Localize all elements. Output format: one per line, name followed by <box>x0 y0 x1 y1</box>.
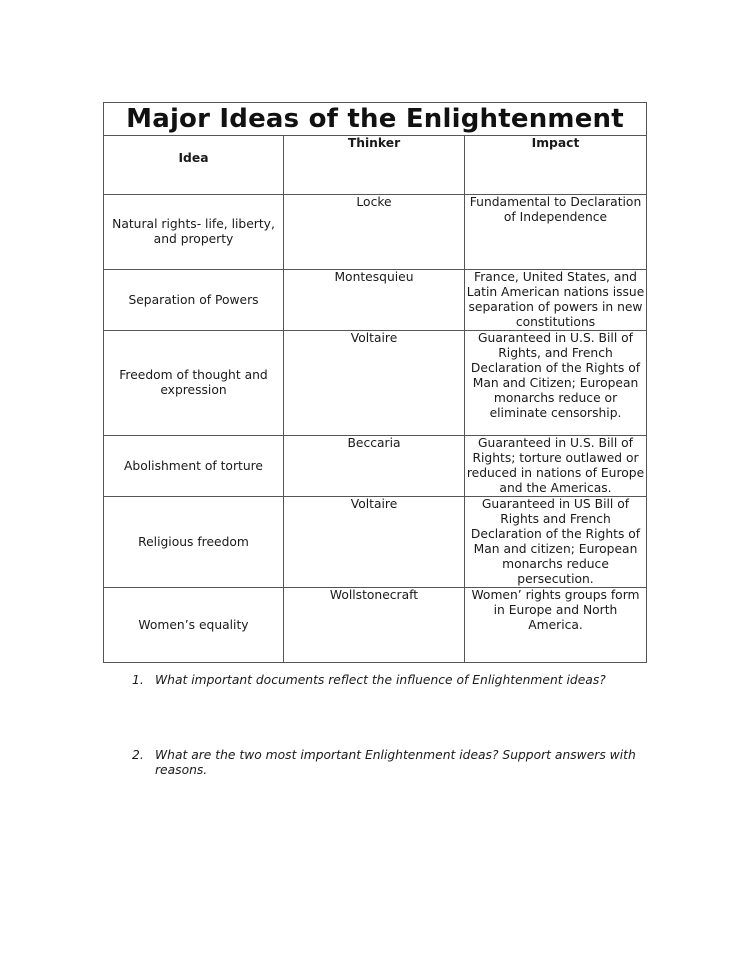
idea-cell: Religious freedom <box>104 497 284 588</box>
question-number: 2. <box>132 748 144 762</box>
thinker-cell: Wollstonecraft <box>284 588 465 663</box>
impact-cell: Guaranteed in US Bill of Rights and French Declaration of the Rights of Man and citizen; European monarchs reduce persecution. <box>465 497 647 588</box>
question-item <box>132 748 655 778</box>
table-row <box>104 588 647 663</box>
table-row <box>104 331 647 436</box>
question-number: 1. <box>132 673 144 687</box>
table-row <box>104 270 647 331</box>
thinker-cell: Montesquieu <box>284 270 465 331</box>
impact-cell: France, United States, and Latin American nations issue separation of powers in new constitutions <box>465 270 647 331</box>
idea-cell: Freedom of thought and expression <box>104 331 284 436</box>
table-row <box>104 497 647 588</box>
impact-cell: Guaranteed in U.S. Bill of Rights, and French Declaration of the Rights of Man and Citizen; European monarchs reduce or eliminate censorship. <box>465 331 647 436</box>
impact-column-header <box>465 136 647 195</box>
header-row <box>104 136 647 195</box>
table-row <box>104 195 647 270</box>
idea-cell: Women’s equality <box>104 588 284 663</box>
idea-header-label: Idea <box>178 150 209 165</box>
idea-cell: Abolishment of torture <box>104 436 284 497</box>
thinker-cell: Locke <box>284 195 465 270</box>
impact-header-label: Impact <box>531 136 580 150</box>
thinker-cell: Voltaire <box>284 331 465 436</box>
page-title: Major Ideas of the Enlightenment <box>104 103 647 136</box>
question-item <box>132 673 655 688</box>
idea-cell: Natural rights- life, liberty, and property <box>104 195 284 270</box>
question-text: What are the two most important Enlightenment ideas? Support answers with reasons. <box>155 748 636 777</box>
question-text: What important documents reflect the influence of Enlightenment ideas? <box>155 673 606 687</box>
impact-cell: Fundamental to Declaration of Independence <box>465 195 647 270</box>
impact-cell: Women’ rights groups form in Europe and North America. <box>465 588 647 663</box>
impact-cell: Guaranteed in U.S. Bill of Rights; torture outlawed or reduced in nations of Europe and the Americas. <box>465 436 647 497</box>
table-row <box>104 436 647 497</box>
thinker-cell: Voltaire <box>284 497 465 588</box>
thinker-cell: Beccaria <box>284 436 465 497</box>
enlightenment-ideas-table <box>103 102 647 663</box>
idea-cell: Separation of Powers <box>104 270 284 331</box>
idea-column-header <box>104 136 284 195</box>
thinker-column-header <box>284 136 465 195</box>
thinker-header-label: Thinker <box>347 136 401 150</box>
title-row <box>104 103 647 136</box>
